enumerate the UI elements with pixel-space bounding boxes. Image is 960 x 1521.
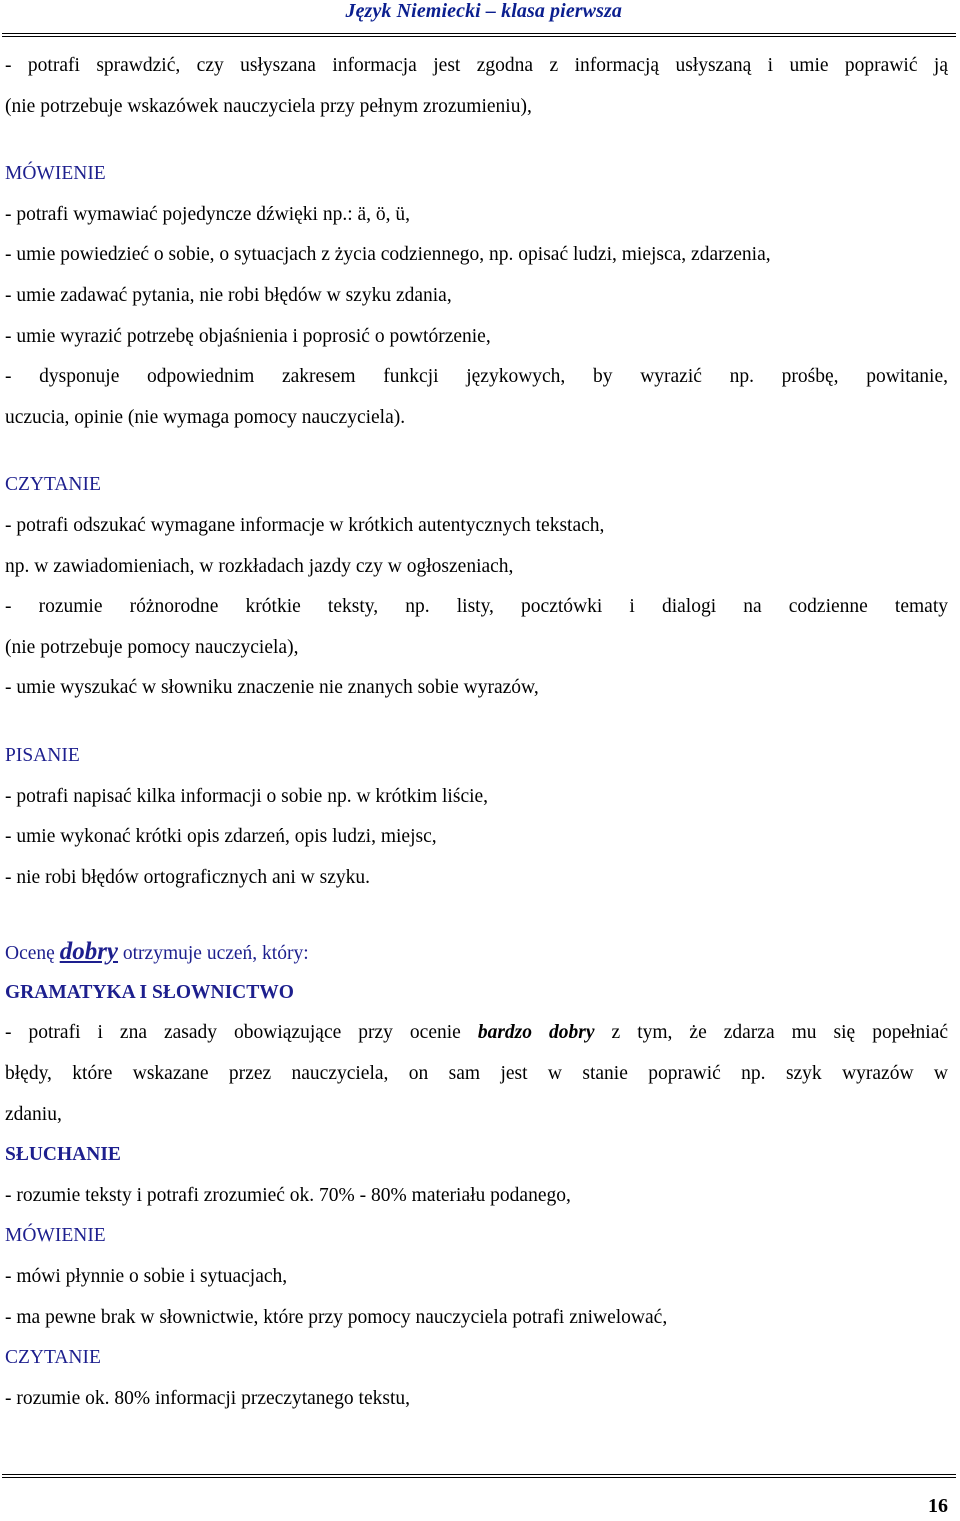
text-line: - potrafi wymawiać pojedyncze dźwięki np.: ä, ö, ü,: [5, 203, 411, 225]
page-number: 16: [928, 1495, 948, 1517]
section-heading-mowienie-2: MÓWIENIE: [5, 1225, 106, 1247]
text-line: - potrafi odszukać wymagane informacje w krótkich autentycznych tekstach,: [5, 514, 605, 536]
section-heading-czytanie: CZYTANIE: [5, 474, 101, 496]
footer-rule: [2, 1474, 956, 1478]
text-line: (nie potrzebuje pomocy nauczyciela),: [5, 636, 299, 658]
section-heading-gramatyka: GRAMATYKA I SŁOWNICTWO: [5, 981, 294, 1003]
text-line: - rozumie różnorodne krótkie teksty, np. listy, pocztówki i dialogi na codzienne tematy: [5, 596, 948, 618]
text-line: - umie wykonać krótki opis zdarzeń, opis ludzi, miejsc,: [5, 826, 437, 848]
section-heading-pisanie: PISANIE: [5, 744, 80, 766]
section-heading-sluchanie: SŁUCHANIE: [5, 1144, 121, 1166]
text-line: - potrafi napisać kilka informacji o sobie np. w krótkim liście,: [5, 785, 489, 807]
grade-intro: [5, 932, 948, 973]
text-line: - umie wyrazić potrzebę objaśnienia i poprosić o powtórzenie,: [5, 325, 491, 347]
text-line: - umie wyszukać w słowniku znaczenie nie znanych sobie wyrazów,: [5, 677, 539, 699]
text-line: - nie robi błędów ortograficznych ani w szyku.: [5, 866, 370, 888]
grade-suffix: otrzymuje uczeń, który:: [118, 943, 309, 965]
text-line: - ma pewne brak w słownictwie, które przy pomocy nauczyciela potrafi zniwelować,: [5, 1306, 668, 1328]
text-line: - rozumie ok. 80% informacji przeczytanego tekstu,: [5, 1387, 411, 1409]
grade-word: dobry: [59, 938, 119, 966]
emphasis-grade: bardzo dobry: [477, 1022, 595, 1044]
section-heading-mowienie: MÓWIENIE: [5, 163, 106, 185]
text-line: [5, 1013, 948, 1054]
text-line: - dysponuje odpowiednim zakresem funkcji językowych, by wyrazić np. prośbę, powitanie,: [5, 366, 948, 388]
text-segment: - potrafi i zna zasady obowiązujące przy ocenie: [5, 1022, 478, 1044]
page-header-title: Język Niemiecki – klasa pierwsza: [345, 0, 622, 22]
section-heading-czytanie-2: CZYTANIE: [5, 1347, 101, 1369]
text-line: - umie zadawać pytania, nie robi błędów w szyku zdania,: [5, 284, 452, 306]
text-line: np. w zawiadomieniach, w rozkładach jazdy czy w ogłoszeniach,: [5, 555, 514, 577]
grade-prefix: Ocenę: [5, 943, 60, 965]
text-line: - potrafi sprawdzić, czy usłyszana informacja jest zgodna z informacją usłyszaną i umie poprawić ją: [5, 55, 948, 76]
text-line: zdaniu,: [5, 1103, 62, 1125]
text-line: - umie powiedzieć o sobie, o sytuacjach z życia codziennego, np. opisać ludzi, miejsca, zdarzenia,: [5, 244, 771, 266]
text-line: uczucia, opinie (nie wymaga pomocy nauczyciela).: [5, 406, 406, 428]
text-line: - rozumie teksty i potrafi zrozumieć ok. 70% - 80% materiału podanego,: [5, 1184, 571, 1206]
text-line: - mówi płynnie o sobie i sytuacjach,: [5, 1266, 288, 1288]
header-rule: [2, 33, 956, 37]
text-line: błędy, które wskazane przez nauczyciela, on sam jest w stanie poprawić np. szyk wyrazów w: [5, 1063, 948, 1085]
document-body: [5, 46, 948, 1419]
text-segment: z tym, że zdarza mu się popełniać: [594, 1022, 948, 1044]
text-line: (nie potrzebuje wskazówek nauczyciela przy pełnym zrozumieniu),: [5, 95, 532, 117]
